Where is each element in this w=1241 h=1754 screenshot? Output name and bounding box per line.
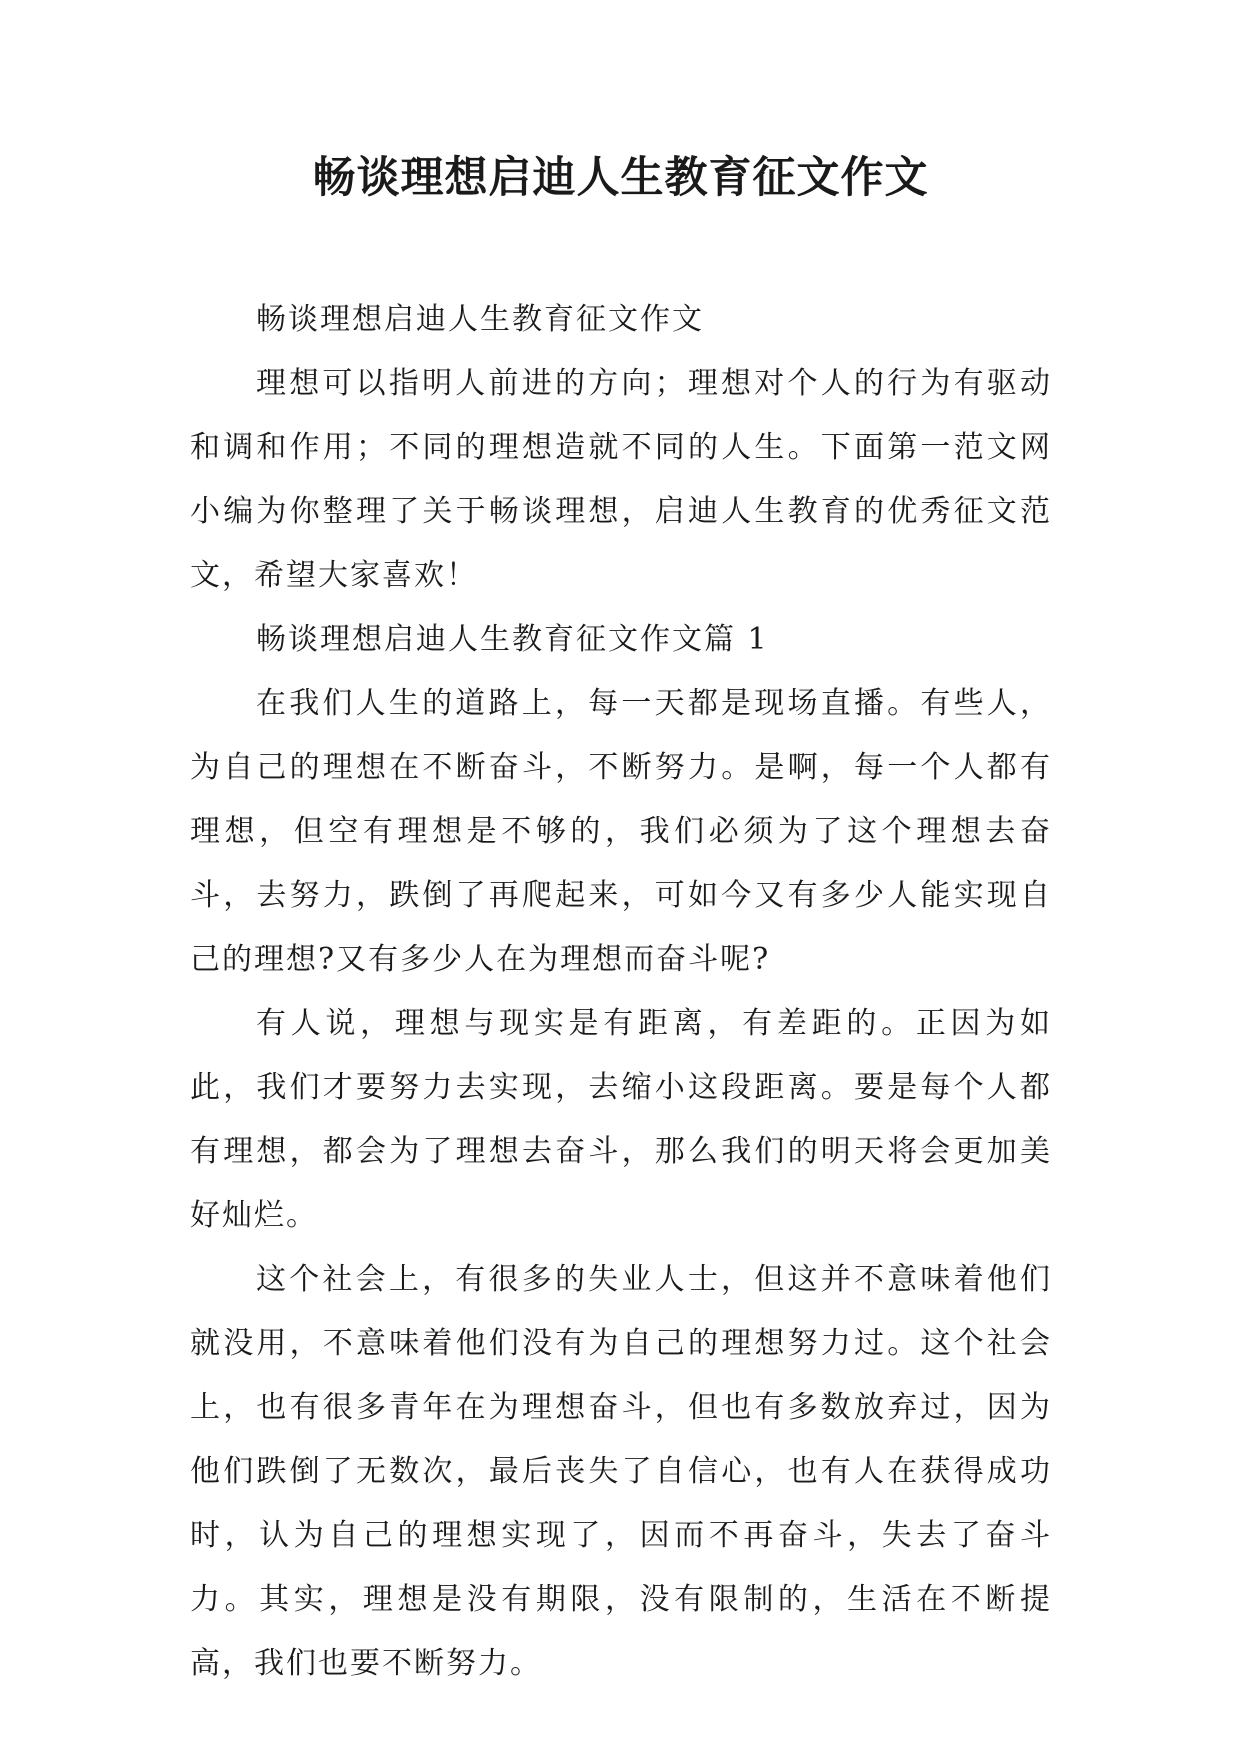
document-body	[190, 288, 1052, 1696]
intro-paragraph: 理想可以指明人前进的方向；理想对个人的行为有驱动和调和作用；不同的理想造就不同的人生。下面第一范文网小编为你整理了关于畅谈理想，启迪人生教育的优秀征文范文，希望大家喜欢！	[190, 366, 1052, 593]
section-heading: 畅谈理想启迪人生教育征文作文篇 1	[256, 622, 769, 657]
subtitle-paragraph: 畅谈理想启迪人生教育征文作文	[256, 302, 704, 337]
body-paragraph: 这个社会上，有很多的失业人士，但这并不意味着他们就没用，不意味着他们没有为自己的理想努力过。这个社会上，也有很多青年在为理想奋斗，但也有多数放弃过，因为他们跌倒了无数次，最后丧失了自信心，也有人在获得成功时，认为自己的理想实现了，因而不再奋斗，失去了奋斗力。其实，理想是没有期限，没有限制的，生活在不断提高，我们也要不断努力。	[190, 1262, 1052, 1681]
body-paragraph: 在我们人生的道路上，每一天都是现场直播。有些人，为自己的理想在不断奋斗，不断努力。是啊，每一个人都有理想，但空有理想是不够的，我们必须为了这个理想去奋斗，去努力，跌倒了再爬起来，可如今又有多少人能实现自己的理想?又有多少人在为理想而奋斗呢?	[190, 686, 1052, 977]
body-paragraph: 有人说，理想与现实是有距离，有差距的。正因为如此，我们才要努力去实现，去缩小这段距离。要是每个人都有理想，都会为了理想去奋斗，那么我们的明天将会更加美好灿烂。	[190, 1006, 1052, 1233]
document-title: 畅谈理想启迪人生教育征文作文	[312, 153, 929, 203]
